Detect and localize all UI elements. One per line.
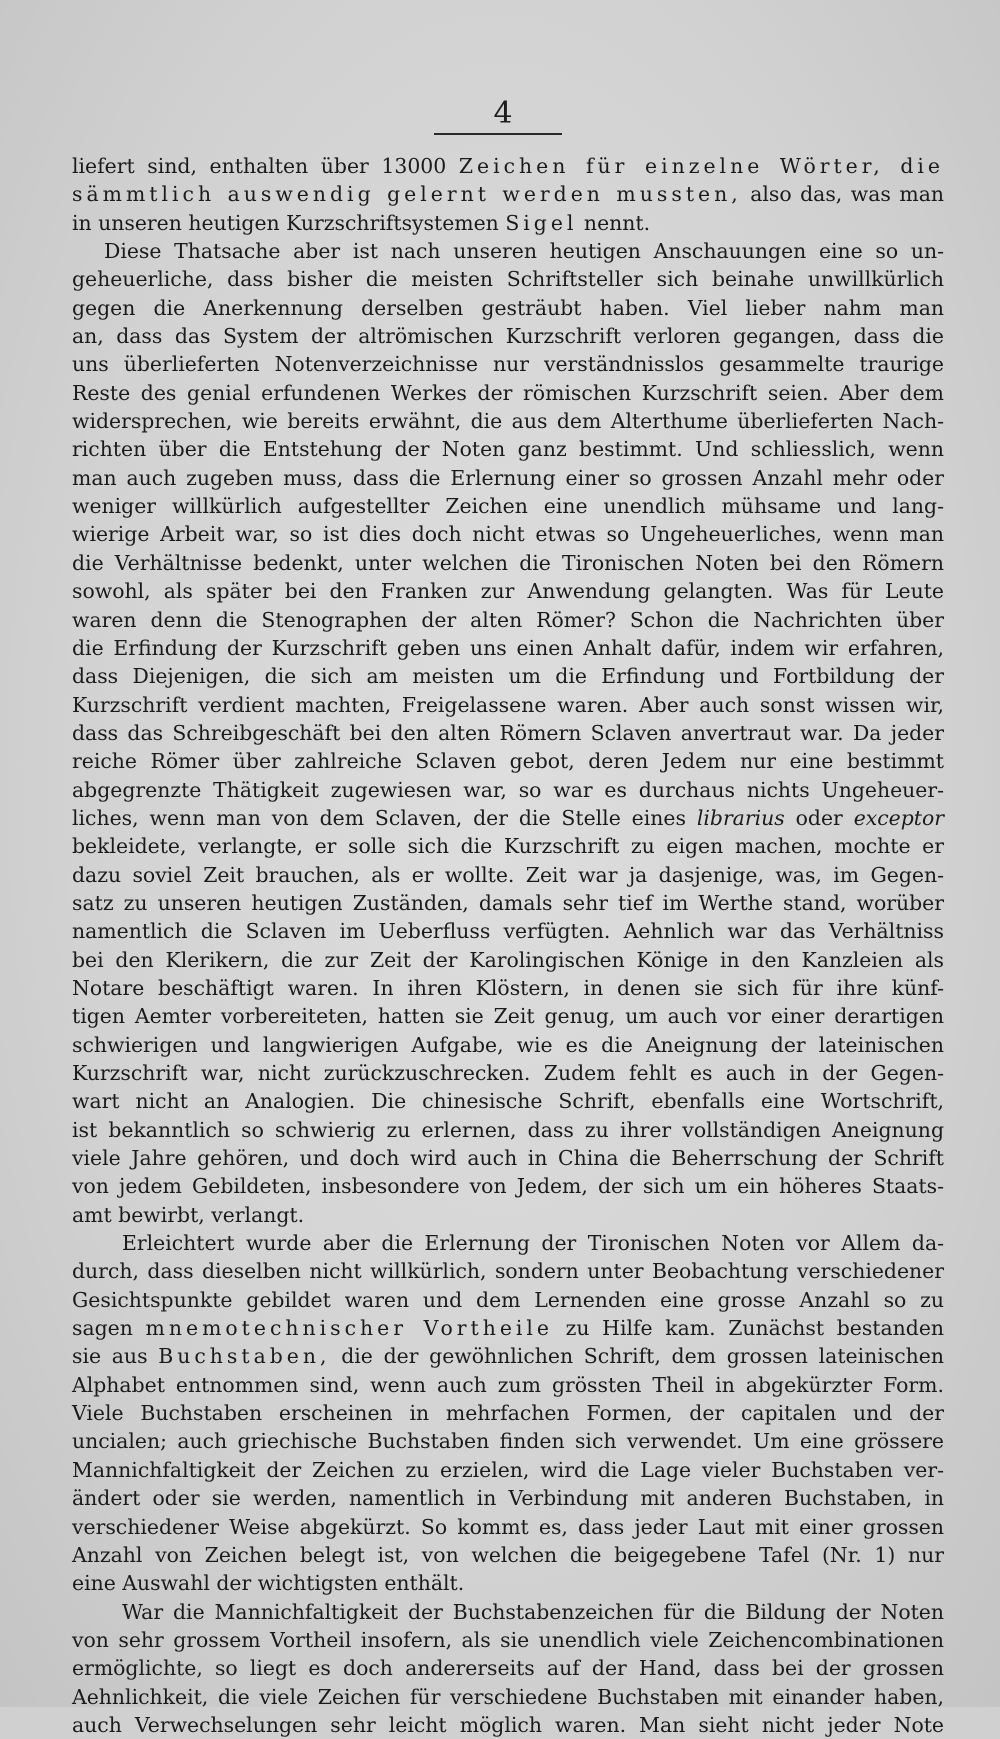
text-line: sowohl, als später bei den Franken zur Anwendung gelangten. Was für Leute <box>72 579 944 604</box>
text-line: die Verhältnisse bedenkt, unter welchen die Tironischen Noten bei den Römern <box>72 550 944 575</box>
text-line: Alphabet entnommen sind, wenn auch zum grössten Theil in abgekürzter Form. <box>72 1372 944 1397</box>
text-line: liches, wenn man von dem Sclaven, der die Stelle eines librarius oder exceptor <box>72 805 945 830</box>
text-line: an, dass das System der altrömischen Kurzschrift verloren gegangen, dass die <box>72 324 944 349</box>
text-line: geheuerliche, dass bisher die meisten Schriftsteller sich beinahe unwillkürlich <box>72 267 944 292</box>
text-line: sagen mnemotechnischer Vortheile zu Hilfe kam. Zunächst bestanden <box>72 1316 945 1341</box>
text-line: die Erfindung der Kurzschrift geben uns einen Anhalt dafür, indem wir erfahren, <box>72 635 944 660</box>
text-line: Mannichfaltigkeit der Zeichen zu erzielen, wird die Lage vieler Buchstaben ver- <box>72 1457 944 1482</box>
text-line: gegen die Anerkennung derselben gesträubt haben. Viel lieber nahm man <box>72 295 944 320</box>
text-line: dazu soviel Zeit brauchen, als er wollte. Zeit war ja dasjenige, was, im Gegen- <box>72 862 944 887</box>
text-line: Reste des genial erfundenen Werkes der römischen Kurzschrift seien. Aber dem <box>72 380 944 405</box>
text-line: uncialen; auch griechische Buchstaben finden sich verwendet. Um eine grössere <box>72 1429 944 1454</box>
text-line: waren denn die Stenographen der alten Römer? Schon die Nachrichten über <box>72 607 944 632</box>
text-line: man auch zugeben muss, dass die Erlernung einer so grossen Anzahl mehr oder <box>72 465 944 490</box>
text-line: abgegrenzte Thätigkeit zugewiesen war, so war es durchaus nichts Ungeheuer- <box>72 777 944 802</box>
text-line: viele Jahre gehören, und doch wird auch in China die Beherrschung der Schrift <box>72 1146 944 1171</box>
text-line: Viele Buchstaben erscheinen in mehrfachen Formen, der capitalen und der <box>72 1401 944 1426</box>
text-line: widersprechen, wie bereits erwähnt, die aus dem Alterthume überlieferten Nach- <box>72 409 944 434</box>
page-number: 4 <box>493 96 513 131</box>
text-line: richten über die Entstehung der Noten ganz bestimmt. Und schliesslich, wenn <box>72 437 944 462</box>
text-line: Gesichtspunkte gebildet waren und dem Lernenden eine grosse Anzahl so zu <box>72 1287 944 1312</box>
text-line: Kurzschrift verdient machten, Freigelassene waren. Aber auch sonst wissen wir, <box>72 692 944 717</box>
text-line: satz zu unseren heutigen Zuständen, damals sehr tief im Werthe stand, worüber <box>72 890 944 915</box>
text-line: Diese Thatsache aber ist nach unseren heutigen Anschauungen eine so un- <box>104 239 944 264</box>
text-line: wart nicht an Analogien. Die chinesische Schrift, ebenfalls eine Wortschrift, <box>72 1089 944 1114</box>
text-line: bekleidete, verlangte, er solle sich die Kurzschrift zu eigen machen, mochte er <box>72 834 944 859</box>
text-line: in unseren heutigen Kurzschriftsystemen Sigel nennt. <box>72 210 651 235</box>
text-line: liefert sind, enthalten über 13000 Zeichen für einzelne Wörter, die <box>72 154 944 178</box>
text-line: War die Mannichfaltigkeit der Buchstabenzeichen für die Bildung der Noten <box>122 1599 944 1624</box>
text-line: dass das Schreibgeschäft bei den alten Römern Sclaven anvertraut war. Da jeder <box>72 720 944 745</box>
text-line: von jedem Gebildeten, insbesondere von Jedem, der sich um ein höheres Staats- <box>72 1174 944 1199</box>
text-line: ist bekanntlich so schwierig zu erlernen, dass zu ihrer vollständigen Aneignung <box>72 1117 944 1142</box>
text-line: auch Verwechselungen sehr leicht möglich waren. Man sieht nicht jeder Note <box>72 1712 944 1737</box>
text-line: bei den Klerikern, die zur Zeit der Karolingischen Könige in den Kanzleien als <box>72 947 944 972</box>
text-line: ändert oder sie werden, namentlich in Verbindung mit anderen Buchstaben, in <box>72 1486 944 1511</box>
text-line: namentlich die Sclaven im Ueberfluss verfügten. Aehnlich war das Verhältniss <box>72 919 944 944</box>
text-line: Notare beschäftigt waren. In ihren Klöstern, in denen sie sich für ihre künf- <box>72 975 944 1000</box>
text-line: durch, dass dieselben nicht willkürlich, sondern unter Beobachtung verschiedener <box>72 1259 944 1284</box>
text-line: tigen Aemter vorbereiteten, hatten sie Zeit genug, um auch vor einer derartigen <box>72 1004 944 1029</box>
text-line: dass Diejenigen, die sich am meisten um die Erfindung und Fortbildung der <box>72 664 944 689</box>
text-line: Kurzschrift war, nicht zurückzuschrecken. Zudem fehlt es auch in der Gegen- <box>72 1061 944 1085</box>
text-line: uns überlieferten Notenverzeichnisse nur verständnisslos gesammelte traurige <box>72 352 944 377</box>
text-line: sämmtlich auswendig gelernt werden mussten, also das, was man <box>72 182 944 207</box>
text-line: eine Auswahl der wichtigsten enthält. <box>72 1571 465 1596</box>
text-line: ermöglichte, so liegt es doch andererseits auf der Hand, dass bei der grossen <box>72 1656 944 1681</box>
text-line: weniger willkürlich aufgestellter Zeichen eine unendlich mühsame und lang- <box>72 494 944 519</box>
text-line: schwierigen und langwierigen Aufgabe, wie es die Aneignung der lateinischen <box>72 1032 944 1057</box>
text-line: Aehnlichkeit, die viele Zeichen für verschiedene Buchstaben mit einander haben, <box>72 1684 944 1709</box>
text-line: amt bewirbt, verlangt. <box>72 1202 305 1227</box>
text-line: Anzahl von Zeichen belegt ist, von welchen die beigegebene Tafel (Nr. 1) nur <box>72 1542 944 1567</box>
text-line: Erleichtert wurde aber die Erlernung der Tironischen Noten vor Allem da- <box>122 1231 944 1256</box>
text-line: wierige Arbeit war, so ist dies doch nicht etwas so Ungeheuerliches, wenn man <box>72 522 944 547</box>
header-rule <box>434 133 562 135</box>
text-line: sie aus Buchstaben, die der gewöhnlichen Schrift, dem grossen lateinischen <box>72 1344 944 1369</box>
text-line: reiche Römer über zahlreiche Sclaven gebot, deren Jedem nur eine bestimmt <box>72 749 944 774</box>
text-line: von sehr grossem Vortheil insofern, als sie unendlich viele Zeichencombinationen <box>72 1627 944 1652</box>
body-text <box>72 152 944 1739</box>
text-line: verschiedener Weise abgekürzt. So kommt es, dass jeder Laut mit einer grossen <box>72 1514 944 1539</box>
